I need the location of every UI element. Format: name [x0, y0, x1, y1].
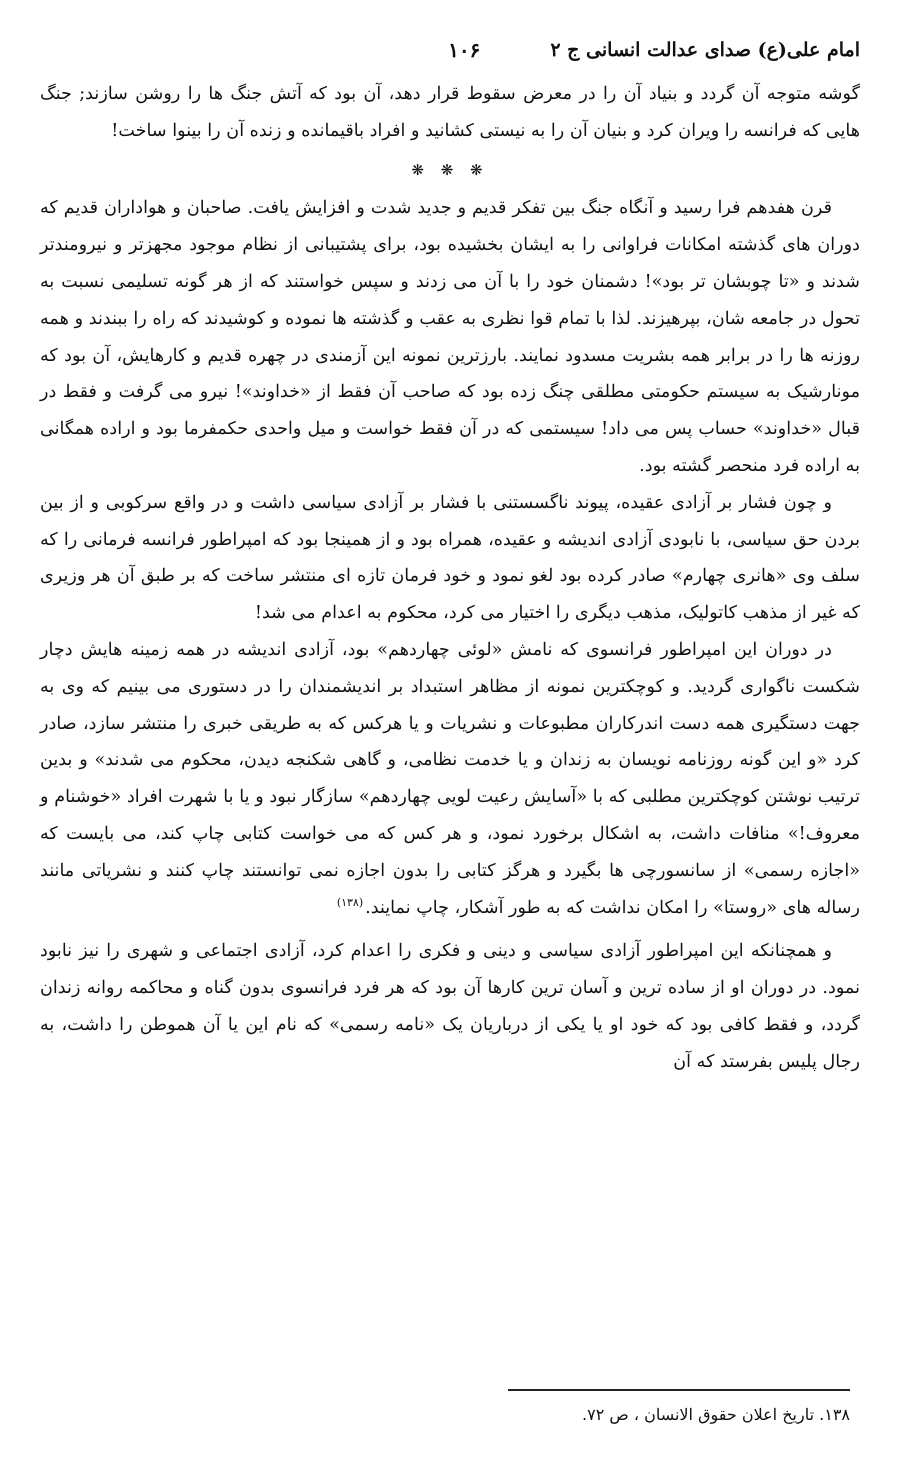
body-text [40, 76, 860, 1081]
book-page [40, 28, 860, 1081]
paragraph-5: و همچنانکه این امپراطور آزادی سیاسی و دینی و فکری را اعدام کرد، آزادی اجتماعی و شهری را نیز نابود نمود. در دوران او از ساده ترین و آسان ترین کارها آن بود که هر فرد فرانسوی بدون گناه و محاکمه روانه زندان گردد، و فقط کافی بود که خود او یا یکی از درباریان یک «نامه رسمی» که نام این یا آن هموطن را داشت، به رجال پلیس بفرستد که آن [40, 941, 860, 1072]
paragraph-4 [40, 632, 860, 926]
paragraph-4-text: در دوران این امپراطور فرانسوی که نامش «لوئی چهاردهم» بود، آزادی اندیشه در همه زمینه هایش دچار شکست ناگواری گردید. و کوچکترین نمونه از مظاهر استبداد بر اندیشمندان را در دستوری می بینیم که وی به جهت دستگیری همه دست اندرکاران مطبوعات و نشریات و یا هرکس که به طریقی خبری را منتشر سازد، صادر کرد «و این گونه روزنامه نویسان به زندان و یا خدمت نظامی، و گاهی شکنجه دیدن، محکوم می شدند» و بدین ترتیب نوشتن کوچکترین مطلبی که با «آسایش رعیت لویی چهاردهم» سازگار نبود و یا با شهرت افراد «خوشنام و معروف!» منافات داشت، به اشکال برخورد نمود، و هر کس که می خواست کتابی چاپ کند، می بایست که «اجازه رسمی» از سانسورچی ها بگیرد و هرگز کتابی را بدون اجازه نمی توانستند چاپ کنند و نشریاتی مانند رساله های «روستا» را امکان نداشت که به طور آشکار، چاپ نمایند. [40, 639, 860, 918]
paragraph-1: گوشه متوجه آن گردد و بنیاد آن را در معرض سقوط قرار دهد، آن بود که آتش جنگ ها را روشن سازند; جنگ هایی که فرانسه را ویران کرد و بنیان آن را به نیستی کشانید و افراد باقیمانده و زنده آن را بینوا ساخت! [40, 84, 860, 141]
section-separator: ❋ ❋ ❋ [411, 160, 489, 179]
footnote: ۱۳۸. تاریخ اعلان حقوق الانسان ، ص ۷۲. [582, 1405, 850, 1424]
paragraph-2: قرن هفدهم فرا رسید و آنگاه جنگ بین تفکر قدیم و جدید شدت و افزایش یافت. صاحبان و هواداران قدیم که دوران های گذشته امکانات فراوانی را به ایشان بخشیده بود، برای پشتیبانی از نظام موجود مجهزتر و نیرومندتر شدند و «تا چوبشان تر بود»! دشمنان خود را با آن می زدند و سپس خواستند که از هر گونه تسلیمی نسبت به تحول در جامعه شان، بپرهیزند. لذا با تمام قوا نظری به عقب و گذشته ها نموده و کوشیدند که راه را ببندند و همه روزنه ها را در برابر همه بشریت مسدود نمایند. بارزترین نمونه این آزمندی در چهره قدیم و کارهایش، آن بود که مونارشیک به سیستم حکومتی مطلقی چنگ زده بود که صاحب آن فقط از «خداوند»! نیرو می گرفت و فقط در قبال «خداوند» حساب پس می داد! سیستمی که در آن فقط خواست و میل واحدی حکمفرما بود و اراده همگانی به اراده فرد منحصر گشته بود. [40, 198, 860, 476]
footnote-reference: (۱۳۸) [336, 895, 364, 909]
book-title: امام علی(ع) صدای عدالت انسانی ج ۲ [550, 39, 860, 61]
footnote-divider [508, 1389, 850, 1391]
page-number: ۱۰۶ [448, 38, 481, 62]
running-header [40, 28, 860, 72]
paragraph-3: و چون فشار بر آزادی عقیده، پیوند ناگسستنی با فشار بر آزادی سیاسی داشت و در واقع سرکوبی و از بین بردن حق سیاسی، با نابودی آزادی اندیشه و عقیده، همراه بود و از همینجا بود که امپراطور فرانسه فرمانی را که سلف وی «هانری چهارم» صادر کرده بود لغو نمود و خود فرمان تازه ای منتشر ساخت که بر طبق آن هر وزیری که غیر از مذهب کاتولیک، مذهب دیگری را اختیار می کرد، محکوم به اعدام می شد! [40, 492, 860, 624]
